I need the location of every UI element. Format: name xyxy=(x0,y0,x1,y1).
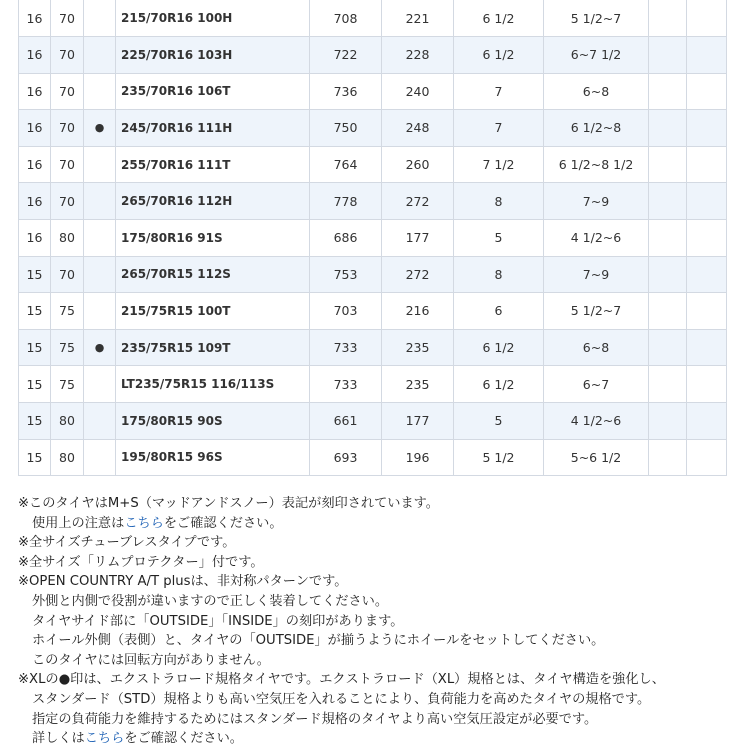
cell-section-width: 216 xyxy=(382,293,454,330)
cell-xl-mark xyxy=(84,0,116,37)
cell-tire-size: 245/70R16 111H xyxy=(116,110,310,147)
note-asymmetric: ※OPEN COUNTRY A/T plusは、非対称パターンです。 xyxy=(18,574,348,590)
cell-extra-2 xyxy=(687,366,727,403)
table-row xyxy=(19,219,727,256)
cell-section-width: 235 xyxy=(382,329,454,366)
cell-aspect-ratio: 75 xyxy=(51,293,84,330)
table-row xyxy=(19,293,727,330)
cell-tire-size: 235/70R16 106T xyxy=(116,73,310,110)
cell-standard-rim: 7 xyxy=(454,73,544,110)
note-mud-snow: ※このタイヤはM+S（マッドアンドスノー）表記が刻印されています。 xyxy=(18,496,439,511)
cell-extra-2 xyxy=(687,146,727,183)
cell-xl-mark: ● xyxy=(84,329,116,366)
cell-extra-2 xyxy=(687,439,727,476)
cell-aspect-ratio: 70 xyxy=(51,73,84,110)
cell-extra-2 xyxy=(687,183,727,220)
cell-extra-1 xyxy=(649,256,687,293)
usage-caution-link[interactable]: こちら xyxy=(124,515,164,531)
cell-xl-mark xyxy=(84,439,116,476)
cell-extra-1 xyxy=(649,219,687,256)
note-usage-caution xyxy=(18,514,738,534)
cell-section-width: 272 xyxy=(382,183,454,220)
cell-aspect-ratio: 70 xyxy=(51,0,84,37)
cell-outer-diameter: 686 xyxy=(310,219,382,256)
cell-applicable-rim: 5 1/2~7 xyxy=(544,293,649,330)
cell-xl-mark xyxy=(84,366,116,403)
cell-section-width: 177 xyxy=(382,219,454,256)
cell-outer-diameter: 733 xyxy=(310,329,382,366)
cell-applicable-rim: 4 1/2~6 xyxy=(544,402,649,439)
cell-extra-2 xyxy=(687,293,727,330)
table-row xyxy=(19,0,727,37)
cell-rim-diameter: 16 xyxy=(19,110,51,147)
cell-applicable-rim: 6~8 xyxy=(544,73,649,110)
note-asymmetric-detail-3: ホイール外側（表側）と、タイヤの「OUTSIDE」が揃うようにホイールをセットしてください。 xyxy=(32,633,605,649)
note-usage-text: 使用上の注意は xyxy=(32,515,125,531)
cell-rim-diameter: 16 xyxy=(19,146,51,183)
cell-extra-2 xyxy=(687,256,727,293)
cell-applicable-rim: 5~6 1/2 xyxy=(544,439,649,476)
cell-tire-size: 265/70R15 112S xyxy=(116,256,310,293)
note-asymmetric-detail-4: このタイヤには回転方向がありません。 xyxy=(32,652,270,668)
cell-aspect-ratio: 70 xyxy=(51,256,84,293)
cell-standard-rim: 8 xyxy=(454,183,544,220)
cell-extra-1 xyxy=(649,329,687,366)
cell-applicable-rim: 6~7 xyxy=(544,366,649,403)
cell-section-width: 272 xyxy=(382,256,454,293)
cell-tire-size: 215/75R15 100T xyxy=(116,293,310,330)
cell-xl-mark xyxy=(84,219,116,256)
cell-rim-diameter: 16 xyxy=(19,37,51,74)
cell-extra-1 xyxy=(649,110,687,147)
cell-extra-2 xyxy=(687,0,727,37)
cell-section-width: 221 xyxy=(382,0,454,37)
table-row xyxy=(19,329,727,366)
cell-tire-size: 175/80R15 90S xyxy=(116,402,310,439)
cell-standard-rim: 6 xyxy=(454,293,544,330)
cell-extra-2 xyxy=(687,37,727,74)
cell-tire-size: 235/75R15 109T xyxy=(116,329,310,366)
cell-extra-1 xyxy=(649,146,687,183)
table-row xyxy=(19,439,727,476)
note-extra-load-detail-2: 指定の負荷能力を維持するためにはスタンダード規格のタイヤより高い空気圧設定が必要です。 xyxy=(32,711,598,727)
cell-outer-diameter: 693 xyxy=(310,439,382,476)
note-rim-protector: ※全サイズ「リムプロテクター」付です。 xyxy=(18,554,264,570)
cell-applicable-rim: 7~9 xyxy=(544,256,649,293)
table-row xyxy=(19,37,727,74)
cell-extra-1 xyxy=(649,73,687,110)
cell-extra-2 xyxy=(687,219,727,256)
note-asymmetric-detail-1: 外側と内側で役割が違いますので正しく装着してください。 xyxy=(32,593,389,609)
cell-rim-diameter: 16 xyxy=(19,0,51,37)
cell-extra-2 xyxy=(687,110,727,147)
cell-outer-diameter: 708 xyxy=(310,0,382,37)
cell-xl-mark: ● xyxy=(84,110,116,147)
cell-outer-diameter: 736 xyxy=(310,73,382,110)
cell-xl-mark xyxy=(84,256,116,293)
tire-size-table xyxy=(18,0,727,476)
cell-aspect-ratio: 80 xyxy=(51,439,84,476)
table-row xyxy=(19,146,727,183)
cell-xl-mark xyxy=(84,146,116,183)
cell-applicable-rim: 4 1/2~6 xyxy=(544,219,649,256)
cell-section-width: 235 xyxy=(382,366,454,403)
cell-outer-diameter: 778 xyxy=(310,183,382,220)
cell-rim-diameter: 15 xyxy=(19,366,51,403)
cell-xl-mark xyxy=(84,402,116,439)
cell-rim-diameter: 16 xyxy=(19,219,51,256)
cell-rim-diameter: 15 xyxy=(19,402,51,439)
cell-standard-rim: 6 1/2 xyxy=(454,329,544,366)
cell-aspect-ratio: 70 xyxy=(51,183,84,220)
cell-rim-diameter: 16 xyxy=(19,183,51,220)
cell-aspect-ratio: 80 xyxy=(51,402,84,439)
cell-applicable-rim: 5 1/2~7 xyxy=(544,0,649,37)
cell-aspect-ratio: 70 xyxy=(51,110,84,147)
cell-outer-diameter: 703 xyxy=(310,293,382,330)
note-extra-load-text-end: をご確認ください。 xyxy=(124,731,243,747)
cell-standard-rim: 5 1/2 xyxy=(454,439,544,476)
cell-applicable-rim: 6~8 xyxy=(544,329,649,366)
cell-rim-diameter: 15 xyxy=(19,256,51,293)
cell-standard-rim: 5 xyxy=(454,402,544,439)
cell-xl-mark xyxy=(84,37,116,74)
cell-rim-diameter: 15 xyxy=(19,439,51,476)
cell-extra-1 xyxy=(649,293,687,330)
extra-load-details-link[interactable]: こちら xyxy=(84,731,125,747)
cell-outer-diameter: 722 xyxy=(310,37,382,74)
table-row xyxy=(19,256,727,293)
note-extra-load-details xyxy=(18,729,738,749)
cell-applicable-rim: 7~9 xyxy=(544,183,649,220)
cell-extra-2 xyxy=(687,402,727,439)
tire-size-table-wrapper xyxy=(18,0,726,476)
cell-xl-mark xyxy=(84,293,116,330)
cell-extra-1 xyxy=(649,366,687,403)
cell-aspect-ratio: 80 xyxy=(51,219,84,256)
cell-tire-size: 215/70R16 100H xyxy=(116,0,310,37)
cell-outer-diameter: 733 xyxy=(310,366,382,403)
cell-tire-size: 265/70R16 112H xyxy=(116,183,310,220)
cell-extra-1 xyxy=(649,37,687,74)
cell-standard-rim: 7 1/2 xyxy=(454,146,544,183)
cell-standard-rim: 6 1/2 xyxy=(454,0,544,37)
cell-standard-rim: 7 xyxy=(454,110,544,147)
cell-section-width: 177 xyxy=(382,402,454,439)
cell-aspect-ratio: 75 xyxy=(51,329,84,366)
cell-standard-rim: 8 xyxy=(454,256,544,293)
cell-extra-1 xyxy=(649,439,687,476)
table-row xyxy=(19,110,727,147)
table-row xyxy=(19,402,727,439)
table-row xyxy=(19,73,727,110)
note-extra-load-detail-1: スタンダード（STD）規格よりも高い空気圧を入れることにより、負荷能力を高めたタイヤの規格です。 xyxy=(32,691,651,707)
cell-section-width: 228 xyxy=(382,37,454,74)
cell-aspect-ratio: 70 xyxy=(51,146,84,183)
cell-rim-diameter: 15 xyxy=(19,293,51,330)
cell-standard-rim: 6 1/2 xyxy=(454,366,544,403)
cell-outer-diameter: 750 xyxy=(310,110,382,147)
cell-outer-diameter: 753 xyxy=(310,256,382,293)
cell-aspect-ratio: 70 xyxy=(51,37,84,74)
notes-section xyxy=(18,494,738,749)
cell-applicable-rim: 6~7 1/2 xyxy=(544,37,649,74)
cell-tire-size: 255/70R16 111T xyxy=(116,146,310,183)
note-extra-load: ※XLの●印は、エクストラロード規格タイヤです。エクストラロード（XL）規格とは、タイヤ構造を強化し、 xyxy=(18,672,665,688)
cell-applicable-rim: 6 1/2~8 xyxy=(544,110,649,147)
cell-tire-size: 225/70R16 103H xyxy=(116,37,310,74)
cell-extra-1 xyxy=(649,402,687,439)
cell-applicable-rim: 6 1/2~8 1/2 xyxy=(544,146,649,183)
cell-xl-mark xyxy=(84,73,116,110)
cell-extra-2 xyxy=(687,329,727,366)
cell-tire-size: 195/80R15 96S xyxy=(116,439,310,476)
cell-extra-1 xyxy=(649,0,687,37)
cell-tire-size: LT235/75R15 116/113S xyxy=(116,366,310,403)
table-row xyxy=(19,366,727,403)
cell-standard-rim: 6 1/2 xyxy=(454,37,544,74)
cell-outer-diameter: 764 xyxy=(310,146,382,183)
cell-rim-diameter: 16 xyxy=(19,73,51,110)
tire-table-body xyxy=(19,0,727,476)
cell-standard-rim: 5 xyxy=(454,219,544,256)
cell-xl-mark xyxy=(84,183,116,220)
cell-extra-1 xyxy=(649,183,687,220)
cell-section-width: 196 xyxy=(382,439,454,476)
cell-extra-2 xyxy=(687,73,727,110)
cell-outer-diameter: 661 xyxy=(310,402,382,439)
cell-section-width: 260 xyxy=(382,146,454,183)
cell-tire-size: 175/80R16 91S xyxy=(116,219,310,256)
cell-aspect-ratio: 75 xyxy=(51,366,84,403)
note-usage-text-end: をご確認ください。 xyxy=(163,515,283,531)
table-row xyxy=(19,183,727,220)
cell-section-width: 240 xyxy=(382,73,454,110)
cell-section-width: 248 xyxy=(382,110,454,147)
cell-rim-diameter: 15 xyxy=(19,329,51,366)
note-asymmetric-detail-2: タイヤサイド部に「OUTSIDE」「INSIDE」の刻印があります。 xyxy=(32,613,404,629)
note-tubeless: ※全サイズチューブレスタイプです。 xyxy=(18,535,236,551)
note-extra-load-text: 詳しくは xyxy=(32,731,85,747)
